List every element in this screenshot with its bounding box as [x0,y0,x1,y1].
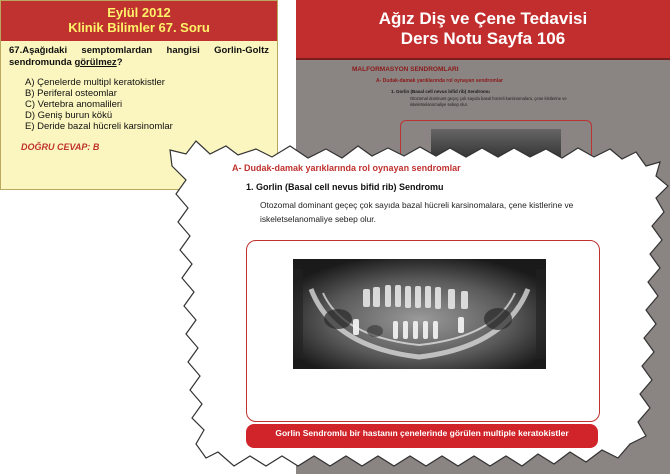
panoramic-xray-image [293,259,546,369]
option-d: D) Geniş burun kökü [25,110,113,121]
zoom-subsection: A- Dudak-damak yarıklarında rol oynayan sendromlar [232,163,461,173]
option-b: B) Periferal osteomlar [25,88,117,99]
question-emphasis: görülmez [74,57,117,68]
lecture-title-line2: Ders Notu Sayfa 106 [400,29,566,48]
lecture-section-title: MALFORMASYON SENDROMLARI [352,66,459,73]
question-header-title: Klinik Bilimler 67. Soru [68,20,210,35]
zoom-caption: Gorlin Sendromlu bir hastanın çenelerinde görülen multiple keratokistler [246,424,598,448]
question-suffix: ? [116,57,123,68]
correct-answer: DOĞRU CEVAP: B [21,142,100,152]
zoom-description: Otozomal dominant geçeç çok sayıda bazal hücreli karsinomalara, çene kistlerine ve iskeletselanomaliye sebep olur. [260,200,574,224]
option-c: C) Vertebra anomalileri [25,99,123,110]
option-e: E) Deride bazal hücreli karsinomlar [25,121,173,132]
lecture-description: Otozomal dominant geçeç çok sayıda basal hücreli karsinomalara, çene kistlerine ve iskeletselanomaliye sebep olur. [410,96,567,107]
lecture-title-line1: Ağız Diş ve Çene Tedavisi [378,9,588,28]
lecture-subsection: A- Dudak-damak yarıklarında rol oynayan sendromlar [376,78,503,84]
question-header-date: Eylül 2012 [107,5,171,20]
option-a: A) Çenelerde multipl keratokistler [25,77,165,88]
lecture-item: 1. Gorlin (Basal cell nevus bifid rib) Sendromu [391,89,490,94]
zoom-item: 1. Gorlin (Basal cell nevus bifid rib) Sendromu [246,182,444,192]
zoom-xray-frame [246,240,600,422]
question-prefix: 67.Aşağıdaki semptomlardan hangisi Gorlin-Goltz sendromunda [9,45,269,68]
